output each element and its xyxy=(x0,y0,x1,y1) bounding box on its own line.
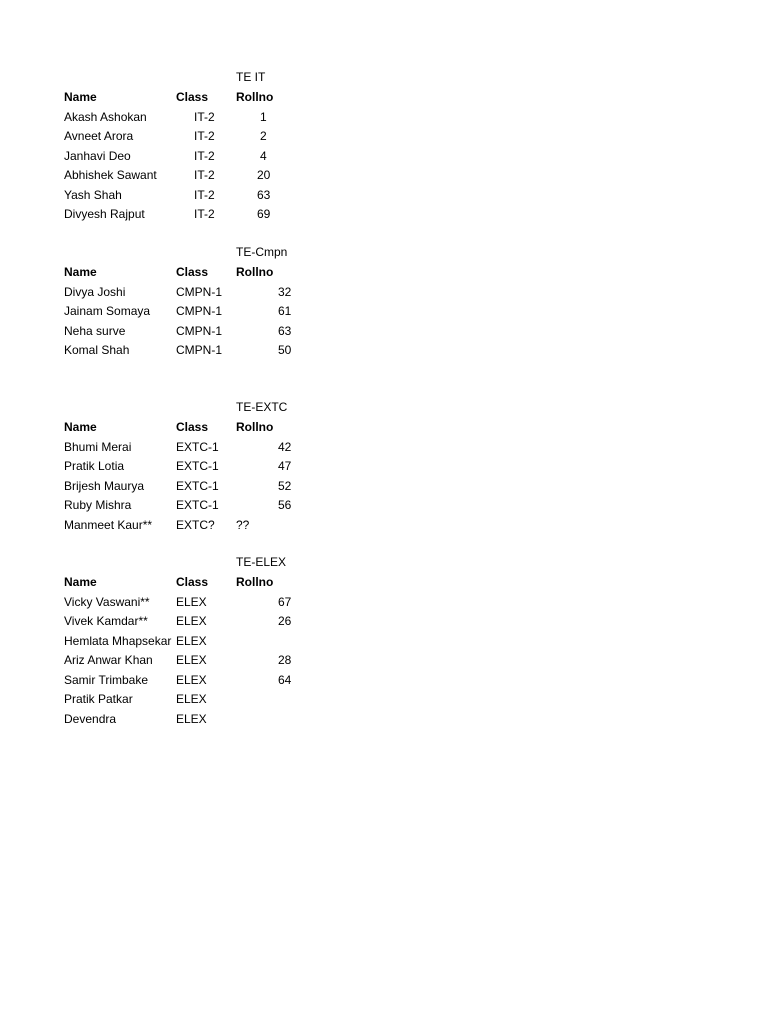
cell-rollno: 28 xyxy=(278,653,292,667)
table-row xyxy=(0,304,768,323)
cell-rollno: 63 xyxy=(278,323,292,338)
cell-name: Akash Ashokan xyxy=(64,109,147,124)
table-row xyxy=(0,168,768,187)
header-row xyxy=(0,265,768,284)
cell-class: CMPN-1 xyxy=(176,323,223,338)
cell-class: EXTC-1 xyxy=(176,478,219,493)
cell-rollno: 56 xyxy=(278,498,292,512)
header-class: Class xyxy=(176,575,209,589)
cell-class: ELEX xyxy=(176,672,207,687)
cell-rollno: 63 xyxy=(257,187,271,202)
cell-name: Avneet Arora xyxy=(64,129,134,143)
cell-class: EXTC? xyxy=(176,517,215,532)
header-rollno: Rollno xyxy=(236,575,274,589)
header-class: Class xyxy=(176,420,209,434)
cell-name: Jainam Somaya xyxy=(64,304,151,318)
table-row xyxy=(0,129,768,148)
cell-name: Hemlata Mhapsekar xyxy=(64,633,172,648)
header-row xyxy=(0,90,768,109)
table-row xyxy=(0,673,768,692)
cell-name: Bhumi Merai xyxy=(64,439,132,454)
table-row xyxy=(0,440,768,459)
cell-name: Divyesh Rajput xyxy=(64,207,145,221)
header-rollno: Rollno xyxy=(236,420,274,434)
cell-class: ELEX xyxy=(176,711,207,726)
cell-class: CMPN-1 xyxy=(176,304,223,318)
table-row xyxy=(0,479,768,498)
header-name: Name xyxy=(64,265,97,279)
cell-name: Samir Trimbake xyxy=(64,672,149,687)
section-title: TE-ELEX xyxy=(236,555,287,569)
cell-rollno: 4 xyxy=(260,148,267,163)
cell-rollno: 52 xyxy=(278,478,292,493)
header-name: Name xyxy=(64,575,97,589)
cell-rollno: 50 xyxy=(278,343,292,357)
header-rollno: Rollno xyxy=(236,265,274,279)
cell-class: IT-2 xyxy=(194,187,215,202)
cell-name: Brijesh Maurya xyxy=(64,478,145,493)
cell-name: Divya Joshi xyxy=(64,284,126,299)
cell-name: Manmeet Kaur** xyxy=(64,517,153,532)
table-row xyxy=(0,324,768,343)
header-row xyxy=(0,575,768,594)
table-row xyxy=(0,653,768,672)
cell-class: CMPN-1 xyxy=(176,343,223,357)
header-class: Class xyxy=(176,90,209,104)
table-row xyxy=(0,518,768,537)
cell-class: ELEX xyxy=(176,653,207,667)
cell-name: Abhishek Sawant xyxy=(64,168,157,182)
cell-class: ELEX xyxy=(176,594,207,609)
cell-class: EXTC-1 xyxy=(176,459,219,473)
cell-class: IT-2 xyxy=(194,109,215,124)
cell-rollno: 26 xyxy=(278,614,292,628)
cell-class: CMPN-1 xyxy=(176,284,223,299)
cell-name: Yash Shah xyxy=(64,187,122,202)
cell-class: EXTC-1 xyxy=(176,498,219,512)
header-name: Name xyxy=(64,90,97,104)
header-rollno: Rollno xyxy=(236,90,274,104)
cell-name: Ruby Mishra xyxy=(64,498,132,512)
table-row xyxy=(0,343,768,362)
cell-name: Ariz Anwar Khan xyxy=(64,653,153,667)
cell-rollno: 67 xyxy=(278,594,292,609)
table-row xyxy=(0,712,768,731)
table-row xyxy=(0,459,768,478)
cell-name: Pratik Patkar xyxy=(64,692,133,706)
table-row xyxy=(0,634,768,653)
cell-name: Komal Shah xyxy=(64,343,130,357)
cell-rollno: 47 xyxy=(278,459,292,473)
cell-class: IT-2 xyxy=(194,207,215,221)
header-class: Class xyxy=(176,265,209,279)
table-row xyxy=(0,149,768,168)
section-title: TE-EXTC xyxy=(236,400,288,414)
table-row xyxy=(0,285,768,304)
table-row xyxy=(0,188,768,207)
cell-class: IT-2 xyxy=(194,148,215,163)
cell-class: ELEX xyxy=(176,633,207,648)
cell-name: Vivek Kamdar** xyxy=(64,614,148,628)
cell-class: EXTC-1 xyxy=(176,439,219,454)
cell-rollno: 61 xyxy=(278,304,292,318)
cell-rollno: 69 xyxy=(257,207,271,221)
cell-name: Janhavi Deo xyxy=(64,148,131,163)
cell-rollno: 42 xyxy=(278,439,292,454)
cell-class: IT-2 xyxy=(194,168,215,182)
table-row xyxy=(0,498,768,517)
cell-rollno: 2 xyxy=(260,129,267,143)
header-row xyxy=(0,420,768,439)
cell-rollno: ?? xyxy=(236,517,250,532)
cell-name: Neha surve xyxy=(64,323,126,338)
cell-rollno: 1 xyxy=(260,109,267,124)
section-title: TE IT xyxy=(236,70,266,84)
cell-name: Pratik Lotia xyxy=(64,459,125,473)
table-row xyxy=(0,614,768,633)
table-row xyxy=(0,207,768,226)
header-name: Name xyxy=(64,420,97,434)
cell-class: IT-2 xyxy=(194,129,215,143)
cell-rollno: 64 xyxy=(278,672,292,687)
table-row xyxy=(0,110,768,129)
cell-class: ELEX xyxy=(176,692,207,706)
section-title: TE-Cmpn xyxy=(236,245,288,259)
cell-name: Vicky Vaswani** xyxy=(64,594,150,609)
table-row xyxy=(0,692,768,711)
table-row xyxy=(0,595,768,614)
cell-name: Devendra xyxy=(64,711,117,726)
cell-rollno: 20 xyxy=(257,168,271,182)
cell-class: ELEX xyxy=(176,614,207,628)
cell-rollno: 32 xyxy=(278,284,292,299)
